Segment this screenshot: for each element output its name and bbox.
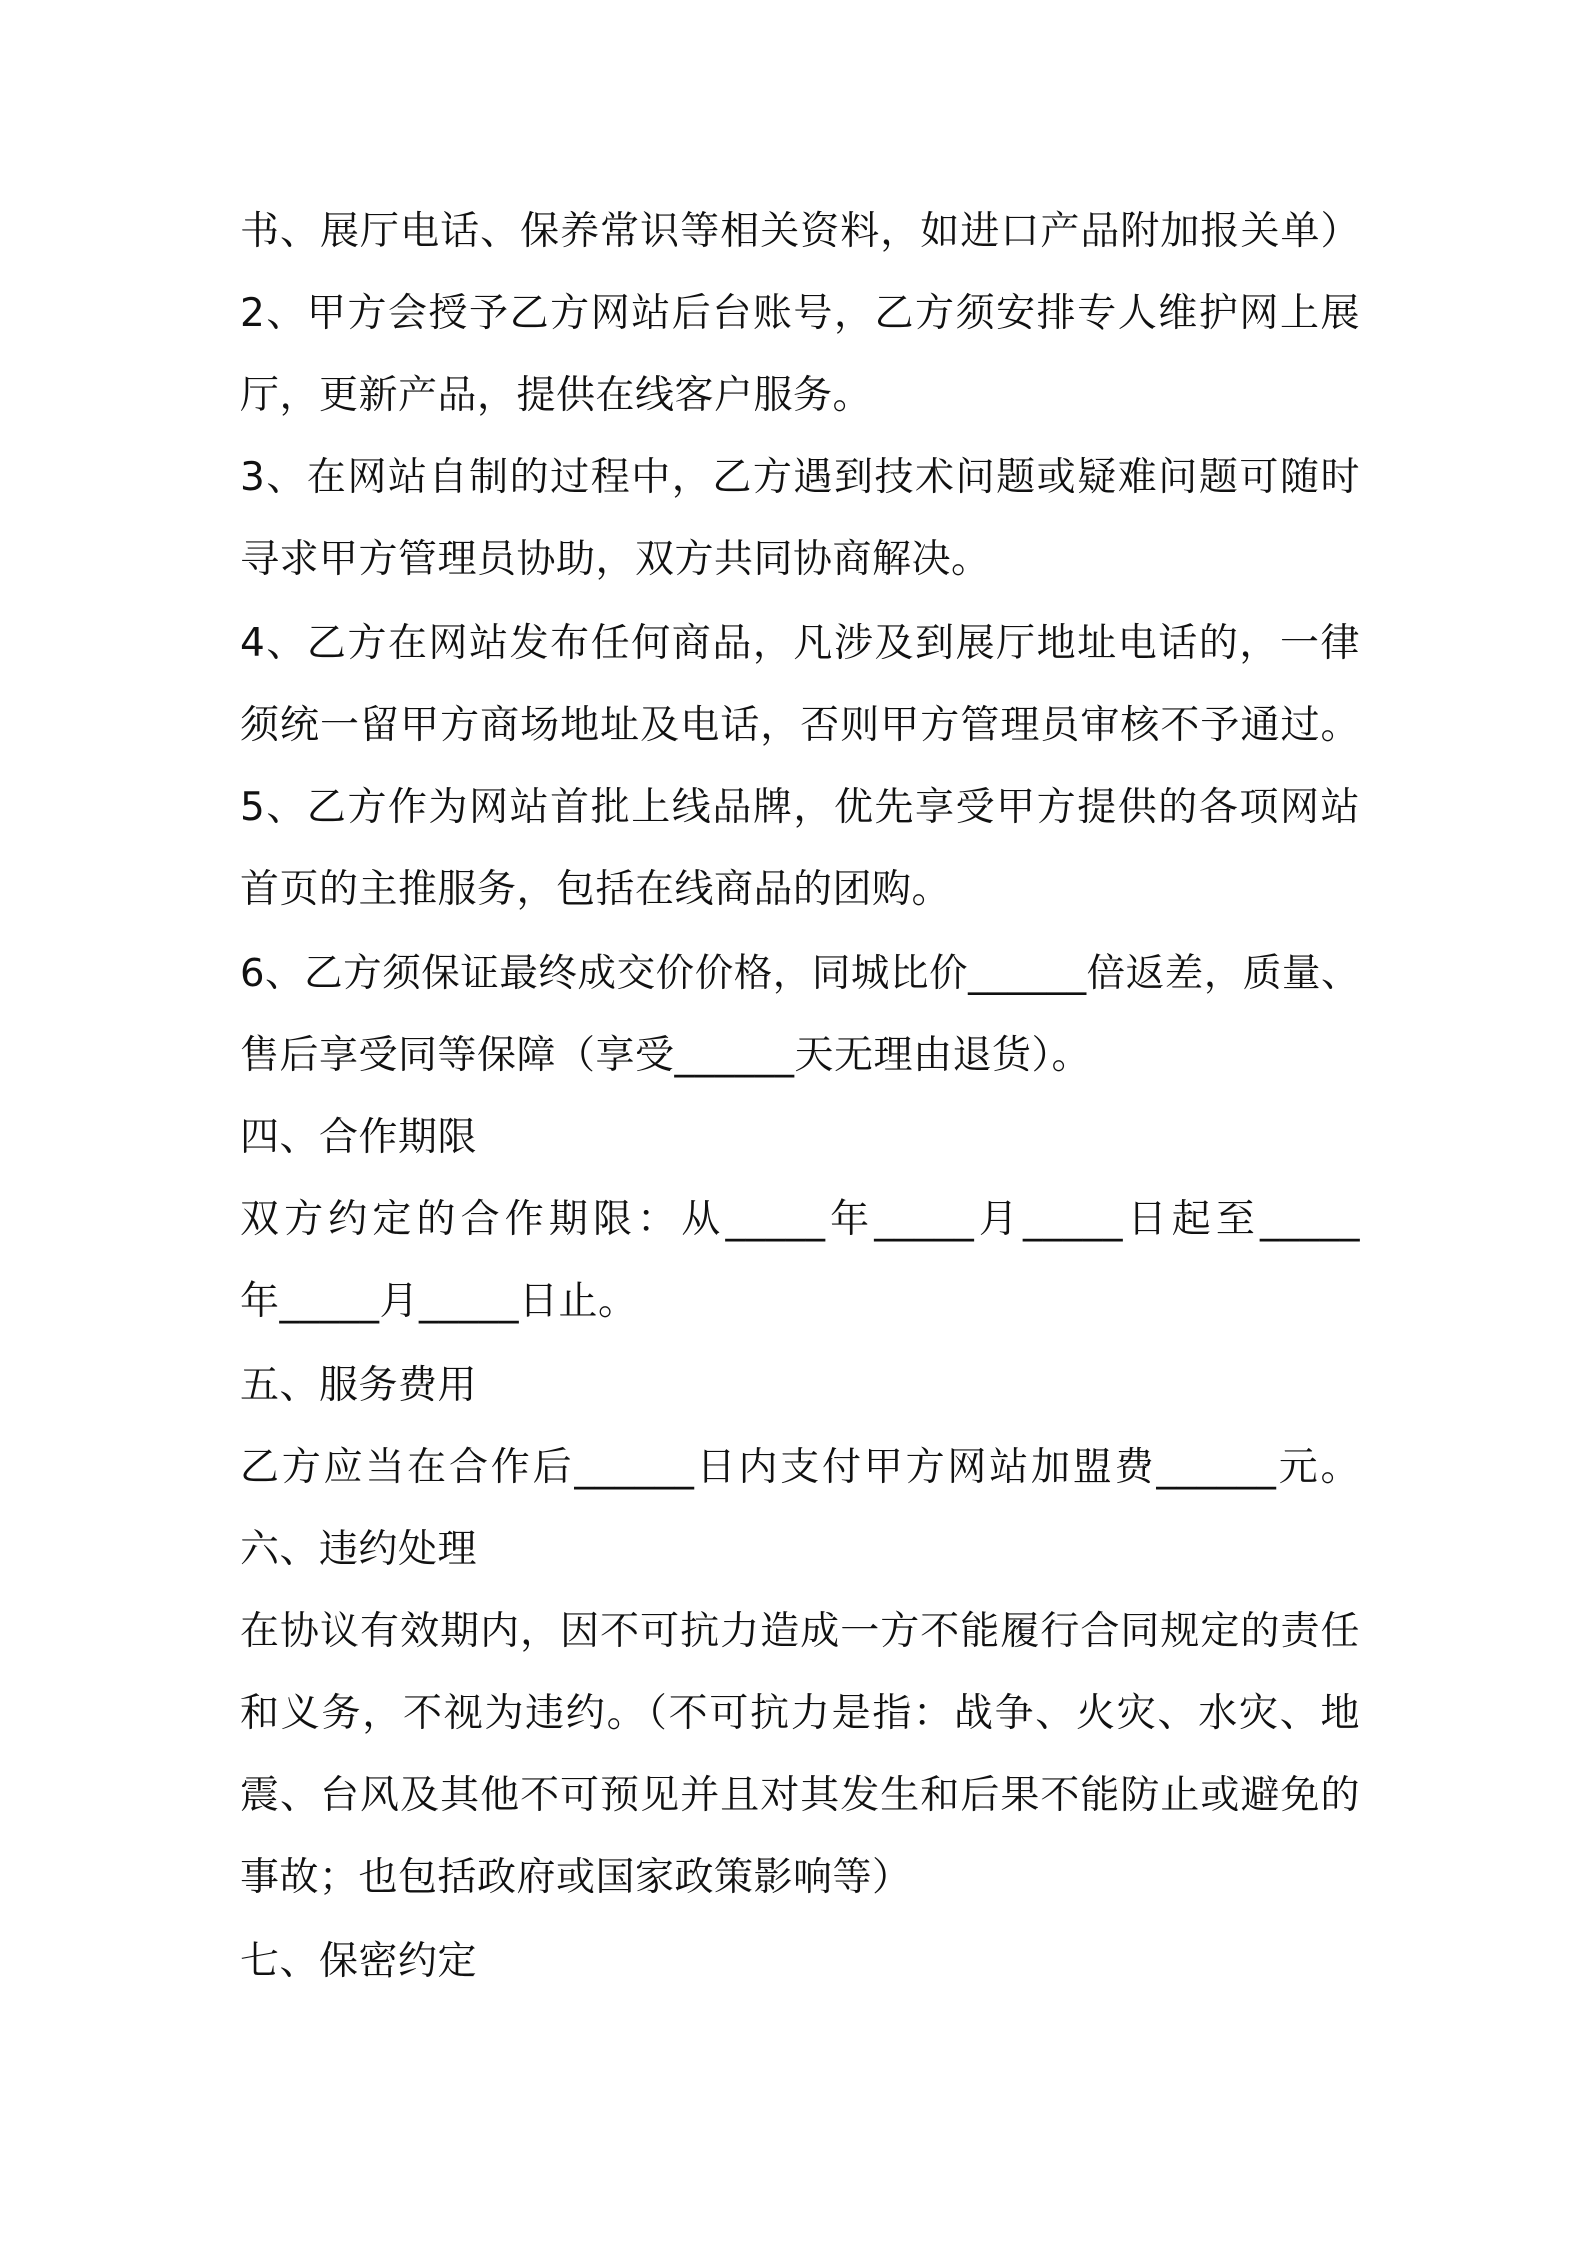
- clause-3-5-continuation: 首页的主推服务，包括在线商品的团购。: [240, 867, 952, 912]
- cooperation-term-text-continuation: 年_____月_____日止。: [240, 1279, 638, 1324]
- clause-3-3: 3、在网站自制的过程中，乙方遇到技术问题或疑难问题可随时: [240, 455, 1360, 500]
- section-heading-breach: 六、违约处理: [240, 1527, 478, 1572]
- clause-3-1-continuation: 书、展厅电话、保养常识等相关资料，如进口产品附加报关单）: [240, 209, 1360, 254]
- service-fee-text: 乙方应当在合作后______日内支付甲方网站加盟费______元。: [240, 1445, 1360, 1490]
- clause-3-2-continuation: 厅，更新产品，提供在线客户服务。: [240, 373, 873, 418]
- clause-3-6: 6、乙方须保证最终成交价价格，同城比价______倍返差，质量、: [240, 951, 1360, 996]
- breach-text-line-4: 事故；也包括政府或国家政策影响等）: [240, 1855, 912, 1900]
- clause-3-4: 4、乙方在网站发布任何商品，凡涉及到展厅地址电话的，一律: [240, 621, 1360, 666]
- section-heading-term: 四、合作期限: [240, 1115, 478, 1160]
- breach-text-line-1: 在协议有效期内，因不可抗力造成一方不能履行合同规定的责任: [240, 1609, 1360, 1654]
- clause-3-6-continuation: 售后享受同等保障（享受______天无理由退货）。: [240, 1033, 1092, 1078]
- clause-3-4-continuation: 须统一留甲方商场地址及电话，否则甲方管理员审核不予通过。: [240, 703, 1360, 748]
- clause-3-5: 5、乙方作为网站首批上线品牌，优先享受甲方提供的各项网站: [240, 785, 1360, 830]
- clause-3-3-continuation: 寻求甲方管理员协助，双方共同协商解决。: [240, 537, 991, 582]
- cooperation-term-text: 双方约定的合作期限：从_____年_____月_____日起至_____: [240, 1197, 1360, 1242]
- clause-3-2: 2、甲方会授予乙方网站后台账号，乙方须安排专人维护网上展: [240, 291, 1360, 336]
- section-heading-fees: 五、服务费用: [240, 1363, 478, 1408]
- breach-text-line-3: 震、台风及其他不可预见并且对其发生和后果不能防止或避免的: [240, 1773, 1360, 1818]
- breach-text-line-2: 和义务，不视为违约。（不可抗力是指：战争、火灾、水灾、地: [240, 1691, 1360, 1736]
- section-heading-confidentiality: 七、保密约定: [240, 1939, 478, 1984]
